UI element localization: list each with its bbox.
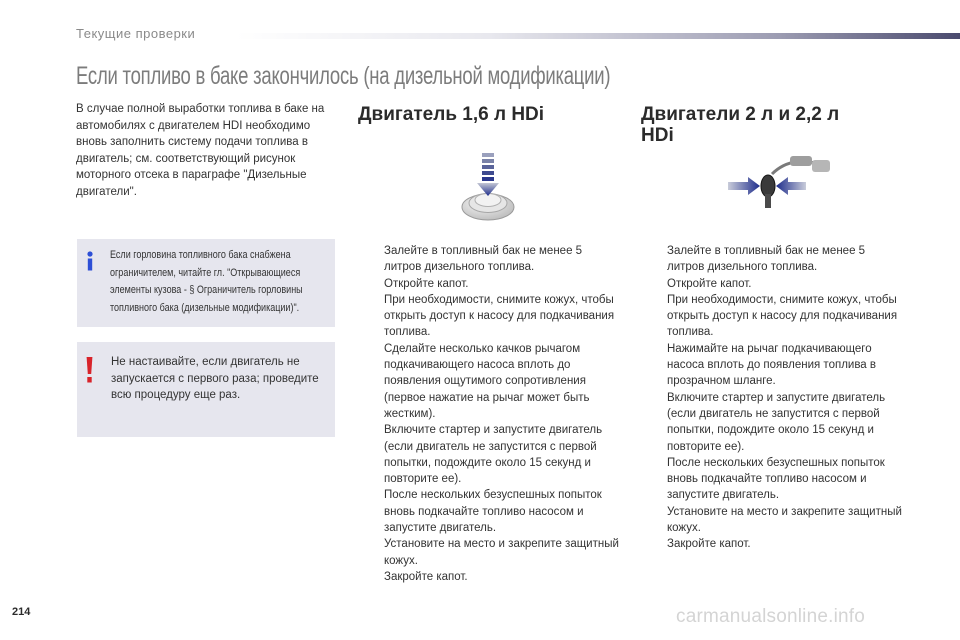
hand-pump-icon <box>458 150 518 225</box>
step-text: Нажимайте на рычаг подкачивающего насоса вплоть до появления топлива в прозрачном шланге. <box>667 342 877 388</box>
info-note <box>77 239 335 327</box>
section2-title: Двигатели 2 л и 2,2 л HDi <box>641 104 840 146</box>
section1-title: Двигатель 1,6 л HDi <box>358 104 545 125</box>
step-text: Установите на место и закрепите защитный кожух. <box>384 538 619 567</box>
page-title: Если топливо в баке закончилось (на дизельной модификации) <box>76 62 611 90</box>
list-item <box>360 341 622 422</box>
list-item <box>643 504 905 537</box>
list-item <box>643 455 905 504</box>
info-icon <box>85 251 95 271</box>
intro-paragraph: В случае полной выработки топлива в баке на автомобилях с двигателем HDI необходимо вновь заполнить систему подачи топлива в двигатель; см. соответствующий рисунок моторного отсека в параграфе "Дизельные двигатели". <box>76 103 325 198</box>
list-item <box>643 341 905 390</box>
list-item <box>643 390 905 455</box>
step-text: Включите стартер и запустите двигатель (если двигатель не запустится с первой попытки, подождите около 15 секунд и повторите ее). <box>384 424 603 486</box>
step-text: При необходимости, снимите кожух, чтобы открыть доступ к насосу для подкачивания топлива. <box>384 293 615 339</box>
header-title: Текущие проверки <box>76 26 196 41</box>
header-bar <box>236 33 960 39</box>
list-item <box>360 276 622 292</box>
warning-note <box>77 342 335 437</box>
step-text: Закройте капот. <box>667 538 751 551</box>
step-text: После нескольких безуспешных попыток вновь подкачайте топливо насосом и запустите двигатель. <box>384 489 602 535</box>
step-text: После нескольких безуспешных попыток вновь подкачайте топливо насосом и запустите двигатель. <box>667 456 885 502</box>
list-item <box>643 243 905 276</box>
step-text: Установите на место и закрепите защитный кожух. <box>667 505 902 535</box>
step-text: Включите стартер и запустите двигатель (если двигатель не запустится с первой попытки, подождите около 15 секунд и повторите ее). <box>667 391 886 453</box>
step-text: Сделайте несколько качков рычагом подкачивающего насоса вплоть до появления ощутимого сопротивления (первое нажатие на рычаг может быть жестким). <box>384 342 590 420</box>
exclamation-icon <box>86 357 93 383</box>
info-note-text: Если горловина топливного бака снабжена ограничителем, читайте гл. "Открывающиеся элементы кузова - § Ограничитель горловины топливного бака (дизельные модификации)". <box>110 249 303 314</box>
list-item <box>643 292 905 341</box>
list-item <box>360 569 622 585</box>
priming-bulb-icon <box>726 152 836 212</box>
section2-steps <box>643 243 905 553</box>
list-item <box>360 487 622 536</box>
step-text: При необходимости, снимите кожух, чтобы открыть доступ к насосу для подкачивания топлива. <box>667 293 898 339</box>
step-text: Откройте капот. <box>667 277 752 290</box>
list-item <box>360 536 622 569</box>
list-item <box>360 243 622 276</box>
warning-note-text: Не настаивайте, если двигатель не запускается с первого раза; проведите всю процедуру еще раз. <box>111 356 319 401</box>
list-item <box>360 422 622 487</box>
list-item <box>360 292 622 341</box>
list-item <box>643 536 905 552</box>
list-item <box>643 276 905 292</box>
step-text: Откройте капот. <box>384 277 469 290</box>
step-text: Залейте в топливный бак не менее 5 литров дизельного топлива. <box>667 245 866 274</box>
page-number: 214 <box>12 606 31 618</box>
watermark: carmanualsonline.info <box>676 606 866 627</box>
step-text: Залейте в топливный бак не менее 5 литров дизельного топлива. <box>384 245 583 274</box>
section1-steps <box>360 243 622 585</box>
step-text: Закройте капот. <box>384 570 468 583</box>
